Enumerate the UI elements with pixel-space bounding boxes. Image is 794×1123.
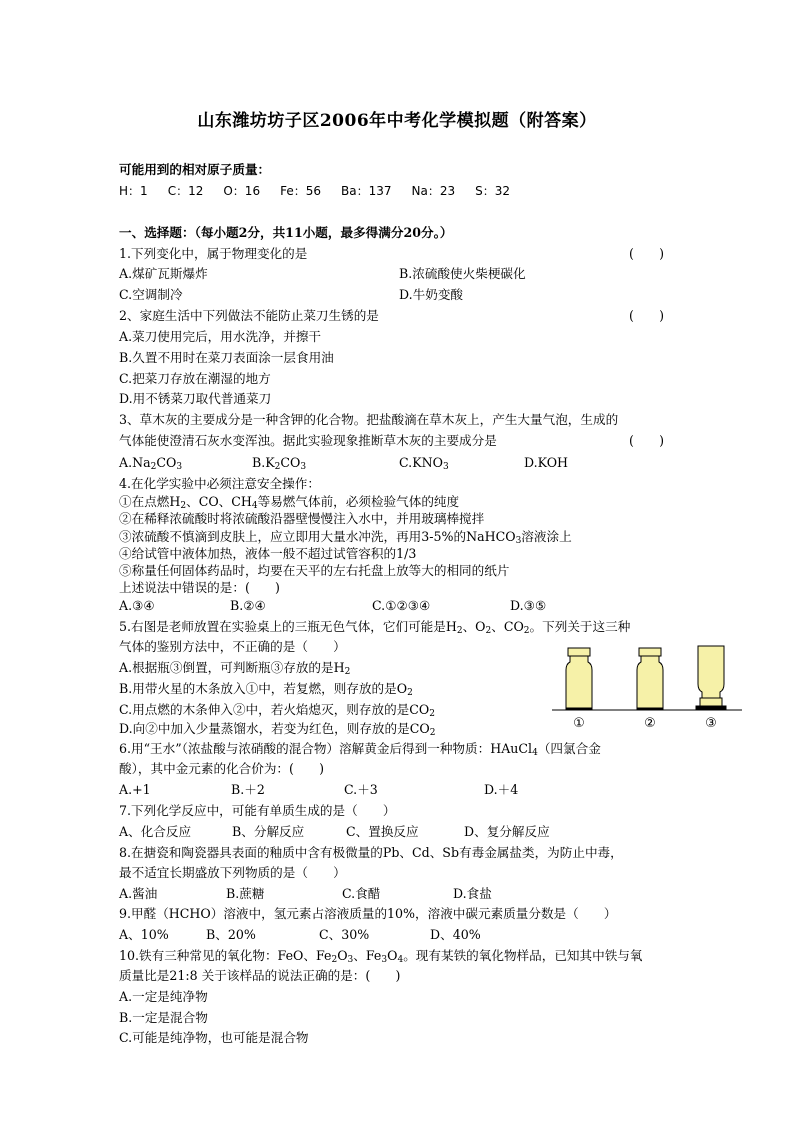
q3-stem-line1: 3、草木灰的主要成分是一种含钾的化合物。把盐酸滴在草木灰上，产生大量气泡，生成的	[119, 412, 619, 427]
q8-option-d: D.食盐	[453, 886, 492, 901]
bottle-label-2: ②	[644, 716, 656, 731]
atomic-mass-list	[119, 183, 526, 199]
q1-option-b: B.浓硫酸使火柴梗碳化	[399, 266, 526, 281]
q4-statement-5: ⑤称量任何固体药品时，均要在天平的左右托盘上放等大的相同的纸片	[119, 563, 510, 578]
atomic-mass-item: Fe：56	[280, 184, 321, 198]
atomic-mass-heading: 可能用到的相对原子质量：	[119, 162, 271, 177]
q9-stem: 9.甲醛（HCHO）溶液中，氢元素占溶液质量的10%，溶液中碳元素质量分数是（ ）	[119, 906, 617, 921]
section-heading: 一、选择题：（每小题2分，共11小题，最多得满分20分。）	[119, 225, 453, 240]
q6-option-b: B.＋2	[231, 782, 265, 797]
q1-stem: 1.下列变化中，属于物理变化的是	[119, 246, 308, 261]
q3-option-b: $B.K_2CO_3$	[252, 455, 307, 472]
atomic-mass-item: Ba：137	[341, 184, 392, 198]
q3-options	[119, 455, 679, 473]
q4-ask: 上述说法中错误的是：( )	[119, 580, 280, 595]
atomic-mass-item: O：16	[223, 184, 261, 198]
q8-option-c: C.食醋	[342, 886, 381, 901]
q3-stem-line2: 气体能使澄清石灰水变浑浊。据此实验现象推断草木灰的主要成分是	[119, 433, 497, 448]
q2-option-b: B.久置不用时在菜刀表面涂一层食用油	[119, 350, 334, 365]
bottle-label-1: ①	[573, 716, 585, 731]
q4-statement-3: ③浓硫酸不慎滴到皮肤上，应立即用大量水冲洗，再用3-5%的NaHCO$_3$溶液涂上	[119, 529, 572, 546]
q1-option-d: D.牛奶变酸	[399, 287, 464, 302]
q6-option-a: A.+1	[119, 782, 151, 797]
q10-stem-line1: 10.铁有三种常见的氧化物：FeO、$Fe_2O_3$、$Fe_3O_4$。现有某铁的氧化物样品，已知其中铁与氧	[119, 948, 643, 965]
q8-stem-line2: 最不适宜长期盛放下列物质的是（ ）	[119, 865, 346, 880]
q2-answer-blank: ( )	[629, 308, 665, 323]
q8-stem-line1: 8.在搪瓷和陶瓷器具表面的釉质中含有极微量的Pb、Cd、Sb有毒金属盐类，为防止中毒，	[119, 845, 623, 860]
q8-option-b: B.蔗糖	[226, 886, 265, 901]
q1-option-c: C.空调制冷	[119, 287, 183, 302]
q6-options	[119, 782, 679, 800]
q4-statement-2: ②在稀释浓硫酸时将浓硫酸沿器壁慢慢注入水中，并用玻璃棒搅拌	[119, 511, 485, 526]
atomic-mass-item: H：1	[119, 184, 148, 198]
q1-option-a: A.煤矿瓦斯爆炸	[119, 266, 208, 281]
q10-stem-line2: 质量比是21:8 关于该样品的说法正确的是：( )	[119, 968, 401, 983]
q7-option-c: C、置换反应	[346, 824, 419, 839]
q4-option-b: B.②④	[230, 598, 266, 613]
q10-option-b: B.一定是混合物	[119, 1010, 208, 1025]
q5-option-a: A.根据瓶③倒置，可判断瓶③存放的是$H_2$	[119, 660, 351, 677]
atomic-mass-item: S：32	[475, 184, 511, 198]
atomic-mass-item: C：12	[167, 184, 204, 198]
q6-option-c: C.＋3	[344, 782, 378, 797]
q1-answer-blank: ( )	[629, 246, 665, 261]
q6-stem-line1: 6.用“王水”（浓盐酸与浓硝酸的混合物）溶解黄金后得到一种物质：HAuCl$_4$（四氯合金	[119, 741, 601, 758]
bottle-3-inverted	[696, 646, 726, 710]
q7-option-d: D、复分解反应	[464, 824, 550, 839]
q4-option-a: A.③④	[119, 598, 155, 613]
q7-option-b: B、分解反应	[232, 824, 305, 839]
q3-option-c: $C.KNO_3$	[399, 455, 449, 472]
q5-option-b: B.用带火星的木条放入①中，若复燃，则存放的是$O_2$	[119, 681, 413, 698]
q10-option-c: C.可能是纯净物，也可能是混合物	[119, 1030, 309, 1045]
q9-option-b: B、20%	[206, 927, 256, 942]
q6-option-d: D.＋4	[484, 782, 519, 797]
q2-option-a: A.菜刀使用完后，用水洗净，并擦干	[119, 329, 322, 344]
q2-stem: 2、家庭生活中下列做法不能防止菜刀生锈的是	[119, 308, 379, 323]
q4-stem: 4.在化学实验中必须注意安全操作：	[119, 476, 320, 491]
q7-option-a: A、化合反应	[119, 824, 192, 839]
document-title: 山东潍坊坊子区2006年中考化学模拟题（附答案）	[197, 111, 597, 131]
bottle-label-3: ③	[705, 716, 717, 731]
q9-option-c: C、30%	[319, 927, 370, 942]
q5-stem-line2: 气体的鉴别方法中，不正确的是（ ）	[119, 639, 346, 654]
q8-options	[119, 886, 679, 904]
q4-option-d: D.③⑤	[510, 598, 547, 613]
q6-stem-line2: 酸），其中金元素的化合价为：( )	[119, 761, 325, 776]
q8-option-a: A.酱油	[119, 886, 158, 901]
q2-option-d: D.用不锈菜刀取代普通菜刀	[119, 391, 272, 406]
q7-options	[119, 824, 679, 842]
q9-option-a: A、10%	[119, 927, 169, 942]
gas-bottles-figure	[550, 640, 750, 735]
q4-statement-4: ④给试管中液体加热，液体一般不超过试管容积的1/3	[119, 546, 417, 561]
q3-option-a: $A.Na_2CO_3$	[119, 455, 183, 472]
atomic-mass-item: Na：23	[411, 184, 456, 198]
q5-stem-line1: 5.右图是老师放置在实验桌上的三瓶无色气体，它们可能是$H_2$、$O_2$、$CO_2$。下列关于这三种	[119, 619, 631, 636]
q2-option-c: C.把菜刀存放在潮湿的地方	[119, 371, 271, 386]
q10-option-a: A.一定是纯净物	[119, 989, 208, 1004]
q9-options	[119, 927, 679, 945]
bottle-1	[566, 648, 592, 710]
q5-option-d: D.向②中加入少量蒸馏水，若变为红色，则存放的是$CO_2$	[119, 721, 436, 738]
q3-answer-blank: ( )	[629, 433, 665, 448]
q3-option-d: D.KOH	[524, 455, 569, 470]
q9-option-d: D、40%	[430, 927, 481, 942]
q5-option-c: C.用点燃的木条伸入②中，若火焰熄灭，则存放的是$CO_2$	[119, 702, 435, 719]
bottle-2	[637, 648, 663, 710]
q4-statement-1: ①在点燃$H_2$、CO、$CH_4$等易燃气体前，必须检验气体的纯度	[119, 494, 460, 511]
q4-option-c: C.①②③④	[372, 598, 431, 613]
q4-options	[119, 598, 679, 616]
q7-stem: 7.下列化学反应中，可能有单质生成的是（ ）	[119, 803, 396, 818]
